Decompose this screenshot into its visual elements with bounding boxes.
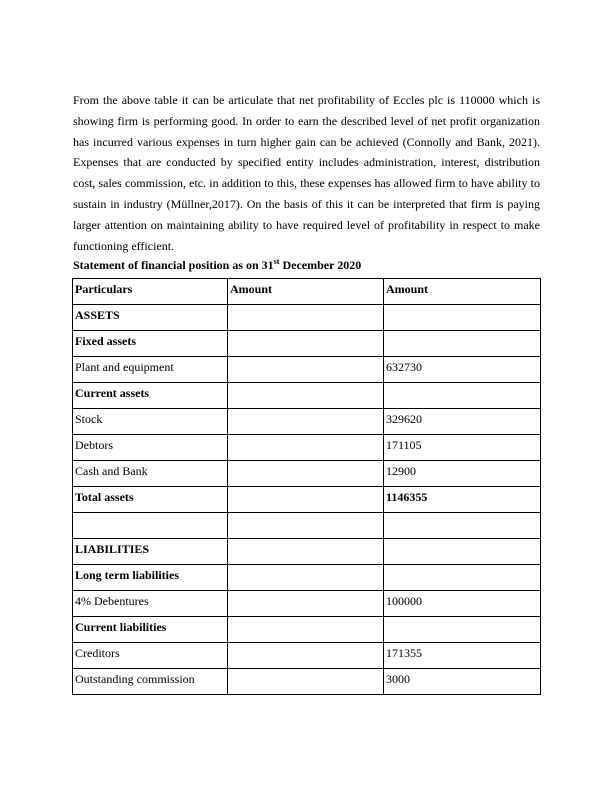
table-row (73, 591, 541, 617)
row-amount-1 (228, 591, 384, 617)
row-amount-2 (384, 331, 541, 357)
table-row (73, 435, 541, 461)
statement-heading (73, 256, 361, 274)
row-amount-1 (228, 487, 384, 513)
table-header-row (73, 279, 541, 305)
row-label: 4% Debentures (73, 591, 228, 617)
row-amount-1 (228, 513, 384, 539)
row-label: Current assets (73, 383, 228, 409)
row-amount-2: 171105 (384, 435, 541, 461)
row-amount-2: 632730 (384, 357, 541, 383)
header-particulars: Particulars (73, 279, 228, 305)
row-label: ASSETS (73, 305, 228, 331)
row-label: Current liabilities (73, 617, 228, 643)
row-amount-2: 171355 (384, 643, 541, 669)
row-amount-1 (228, 305, 384, 331)
heading-superscript: st (273, 257, 280, 266)
row-label: Long term liabilities (73, 565, 228, 591)
row-label (73, 513, 228, 539)
table-row (73, 539, 541, 565)
row-amount-1 (228, 435, 384, 461)
table-row (73, 383, 541, 409)
row-amount-2: 329620 (384, 409, 541, 435)
row-amount-2: 3000 (384, 669, 541, 695)
heading-suffix: December 2020 (279, 258, 362, 272)
table-row (73, 357, 541, 383)
row-amount-2 (384, 305, 541, 331)
row-label: LIABILITIES (73, 539, 228, 565)
financial-position-table (72, 278, 541, 695)
row-amount-1 (228, 331, 384, 357)
row-amount-1 (228, 409, 384, 435)
table-row (73, 331, 541, 357)
row-amount-1 (228, 669, 384, 695)
row-amount-1 (228, 383, 384, 409)
row-amount-2 (384, 565, 541, 591)
row-label: Stock (73, 409, 228, 435)
row-amount-2: 100000 (384, 591, 541, 617)
row-amount-1 (228, 643, 384, 669)
table-row (73, 487, 541, 513)
body-paragraph: From the above table it can be articulate that net profitability of Eccles plc is 110000 which is showing firm is performing good. In order to earn the described level of net profit organization has incurred various expenses in turn higher gain can be achieved (Connolly and Bank, 2021). Expenses that are conducted by specified entity includes administration, interest, distribution cost, sales commission, etc. in addition to this, these expenses has allowed firm to have ability to sustain in industry (Müllner,2017). On the basis of this it can be interpreted that firm is paying larger attention on maintaining ability to have required level of profitability in respect to make functioning efficient. (73, 93, 540, 253)
heading-prefix: Statement of financial position as on 31 (73, 258, 274, 272)
row-amount-2 (384, 383, 541, 409)
table-row (73, 617, 541, 643)
table-row (73, 669, 541, 695)
row-label: Plant and equipment (73, 357, 228, 383)
row-amount-1 (228, 461, 384, 487)
table-row (73, 461, 541, 487)
row-amount-1 (228, 539, 384, 565)
row-label: Outstanding commission (73, 669, 228, 695)
table-row (73, 513, 541, 539)
row-amount-1 (228, 617, 384, 643)
row-amount-2: 12900 (384, 461, 541, 487)
row-label: Creditors (73, 643, 228, 669)
row-amount-1 (228, 565, 384, 591)
table-row (73, 305, 541, 331)
table-row (73, 565, 541, 591)
header-amount-2: Amount (384, 279, 541, 305)
row-label: Fixed assets (73, 331, 228, 357)
row-amount-2: 1146355 (384, 487, 541, 513)
row-label: Debtors (73, 435, 228, 461)
header-amount-1: Amount (228, 279, 384, 305)
row-amount-2 (384, 513, 541, 539)
row-amount-2 (384, 539, 541, 565)
row-label: Total assets (73, 487, 228, 513)
table-row (73, 409, 541, 435)
row-amount-2 (384, 617, 541, 643)
table-row (73, 643, 541, 669)
row-label: Cash and Bank (73, 461, 228, 487)
row-amount-1 (228, 357, 384, 383)
